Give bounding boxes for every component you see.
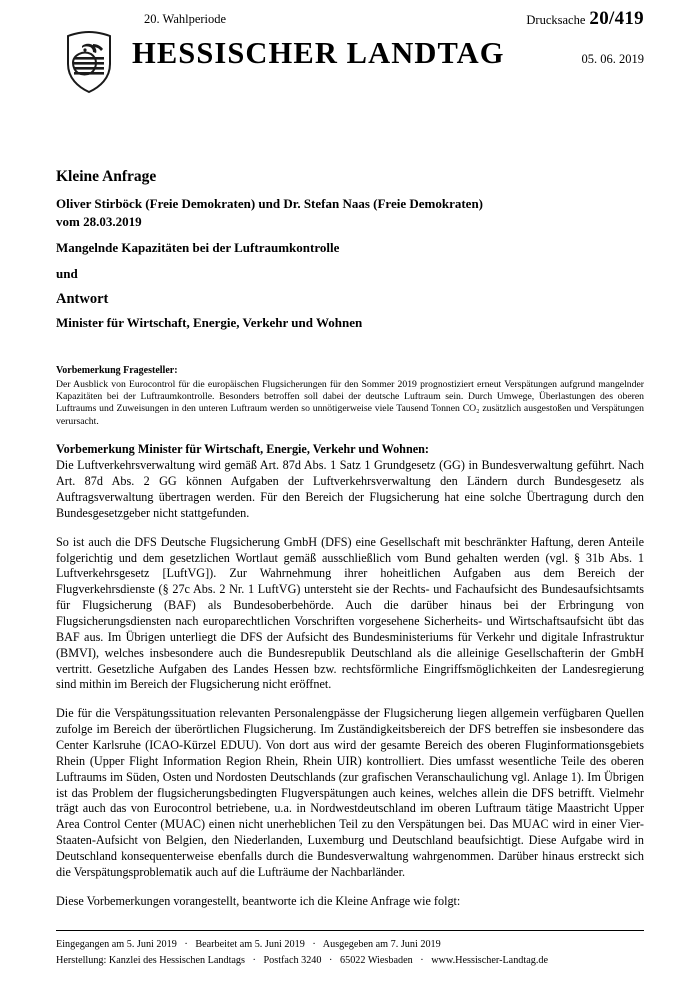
drucksache-block [526, 8, 644, 30]
footer-issued: Ausgegeben am 7. Juni 2019 [322, 939, 441, 951]
submission-date: vom 28.03.2019 [56, 213, 142, 229]
footer-divider [56, 930, 644, 931]
document-body [56, 365, 644, 910]
footer-separator-1: · [184, 939, 188, 951]
minister-title: Minister für Wirtschaft, Energie, Verkehr und Wohnen [56, 314, 363, 330]
body-paragraph-2: So ist auch die DFS Deutsche Flugsicherung GmbH (DFS) eine Gesellschaft mit beschränkter Haftung, deren Anteile folgerichtig und dem gesetzlichen Wortlaut gemäß ausschließlich vom Bund gehalten werden (vgl. § 31b Abs. 1 Luftverkehrsgesetz [LuftVG]). Zur Wahrnehmung ihrer hoheitlichen Aufgaben aus dem Bereich der Flugverkehrsdienste (§ 27c Abs. 2 Nr. 1 LuftVG) untersteht sie der Rechts- und Fachaufsicht des Bundesaufsichtsamts für Flugsicherung (BAF) als Bundesoberbehörde. Auch die darüber hinaus bei der Erbringung von Flugsicherungsdiensten nach europarechtlichen Vorschriften vorgesehene Sicherheits- und Wirtschaftsaufsicht übt das BAF aus. Im Übrigen unterliegt die DFS der Aufsicht des Bundesministeriums für Verkehr und digitale Infrastruktur (BMVI), welches insbesondere auch die Bundesrepublik Deutschland als die alleinige Gesellschafterin der GmbH vertritt. Gesetzliche Aufgaben des Landes Hessen bzw. rechtsförmliche Eingriffsmöglichkeiten der Landesregierung sind mithin im Bereich der Flugsicherung nicht eröffnet. [56, 534, 644, 692]
preliminary-questioner-heading: Vorbemerkung Fragesteller: [56, 364, 178, 376]
footer-received: Eingegangen am 5. Juni 2019 [56, 939, 177, 951]
footer-publisher: Herstellung: Kanzlei des Hessischen Landtags [56, 954, 245, 966]
document-header [56, 0, 644, 120]
title-block [56, 168, 644, 331]
body-paragraph-4: Diese Vorbemerkungen vorangestellt, beantworte ich die Kleine Anfrage wie folgt: [56, 893, 461, 908]
drucksache-label: Drucksache [526, 13, 586, 27]
answer-label: Antwort [56, 290, 109, 307]
conjunction-und: und [56, 265, 78, 281]
preliminary-minister-heading: Vorbemerkung Minister für Wirtschaft, Energie, Verkehr und Wohnen: [56, 442, 429, 457]
footer-city: 65022 Wiesbaden [340, 954, 413, 966]
body-paragraph-3: Die für die Verspätungssituation relevanten Personalengpässe der Flugsicherung liegen allgemein verfügbaren Quellen zufolge im Bereich der überörtlichen Flugsicherung. Im Zuständigkeitsbereich der DFS betreffen sie insbesondere das Center Karlsruhe (ICAO-Kürzel EDUU). Von dort aus wird der gesamte Bereich des oberen Fluginformationsgebiets Rhein (Upper Flight Information Region Rhein, Rhein UIR) kontrolliert. Dies umfasst wesentliche Teile des oberen Luftraums im Süden, Osten und Nordosten Deutschlands (zur grafischen Veranschaulichung vgl. Anlage 1). Im Übrigen ist das Problem der flugsicherungsbedingten Flugverspätungen auch keines, welches allein die DFS betrifft. Vielmehr trägt auch das von Eurocontrol betriebene, u.a. in Nordwestdeutschland im oberen Luftraum tätige Maastricht Upper Area Control Center (MUAC) einen nicht unerheblichen Teil zu den Verspätungen bei. Das MUAC wird in einer Vier-Staaten-Aufsicht von Belgien, den Niederlanden, Luxemburg und Deutschland beaufsichtigt. Diese Aufgabe wird in Deutschland konsequenterweise ebenfalls durch die Bundesverwaltung wahrgenommen. Darüber hinaus erstreckt sich die Verspätungsproblematik auch auf die Lufträume der Nachbarländer. [56, 706, 644, 879]
footer-website[interactable]: www.Hessischer-Landtag.de [431, 954, 549, 966]
footer-postfach: Postfach 3240 [263, 954, 322, 966]
drucksache-number: 20/419 [589, 8, 644, 29]
footer-publisher-line [56, 953, 644, 968]
institution-title: HESSISCHER LANDTAG [132, 36, 505, 70]
hessen-lion-crest-icon [62, 30, 116, 94]
footer-separator-2: · [312, 939, 316, 951]
footer-processed: Bearbeitet am 5. Juni 2019 [195, 939, 305, 951]
footer-separator-3: · [252, 954, 256, 966]
authors: Oliver Stirböck (Freie Demokraten) und Dr. Stefan Naas (Freie Demokraten) [56, 196, 484, 211]
legislative-period: 20. Wahlperiode [144, 12, 227, 26]
footer-separator-4: · [329, 954, 333, 966]
footer-separator-5: · [420, 954, 424, 966]
body-paragraph-1: Die Luftverkehrsverwaltung wird gemäß Art. 87d Abs. 1 Satz 1 Grundgesetz (GG) in Bundesverwaltung geführt. Nach Art. 87d Abs. 2 GG können Aufgaben der Luftverkehrsverwaltung den Ländern durch Bundesgesetz als Auftragsverwaltung übertragen werden. Für den Bereich der Flugsicherung hat eine solche Übertragung durch den Bundesgesetzgeber nicht stattgefunden. [56, 458, 644, 520]
footer-dates [56, 937, 644, 952]
preliminary-questioner-text: Der Ausblick von Eurocontrol für die europäischen Flugsicherungen für den Sommer 2019 prognostiziert erneut Verspätungen aufgrund mangelnder Kapazitäten bei der Luftraumkontrolle. Besonders betroffen soll dabei der deutsche Luftraum sein. Durch Umwege, Überlastungen des oberen Luftraums und Zuweisungen in den unteren Luftraum werden so unnötigerweise viele Tausend Tonnen CO₂ zusätzlich ausgestoßen und Verspätungen verursacht. [56, 378, 644, 427]
document-date: 05. 06. 2019 [581, 52, 644, 66]
document-footer [56, 930, 644, 968]
subject-title: Mangelnde Kapazitäten bei der Luftraumkontrolle [56, 240, 340, 256]
document-type: Kleine Anfrage [56, 168, 157, 185]
